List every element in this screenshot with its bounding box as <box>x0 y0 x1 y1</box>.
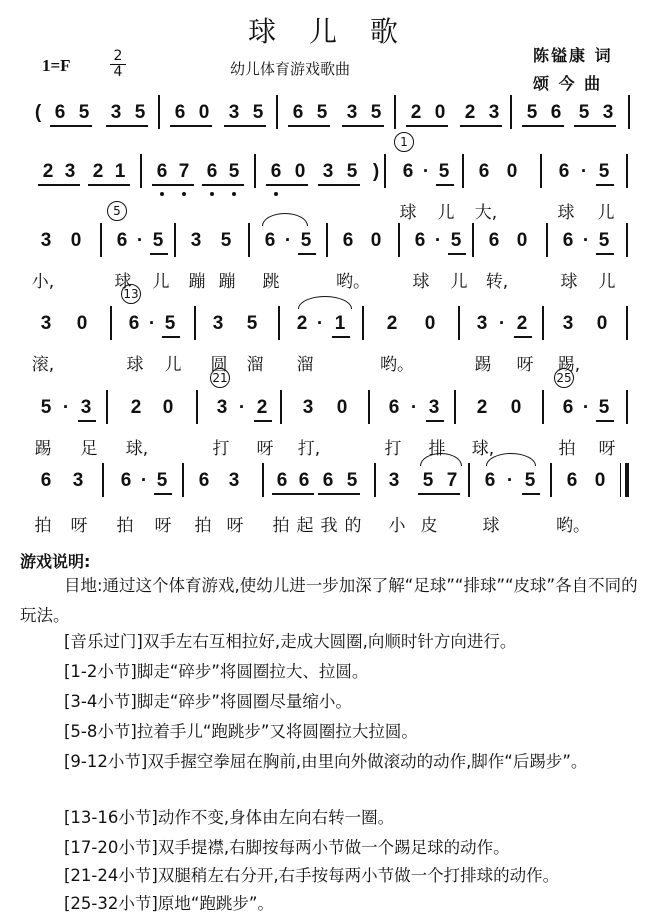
lyric: 转, <box>485 272 509 292</box>
note: 2 <box>516 313 528 334</box>
barline <box>540 154 542 188</box>
note: 6 <box>322 470 334 491</box>
beam <box>448 253 466 255</box>
note: 3 <box>228 470 240 491</box>
lyric: 打 <box>384 439 402 459</box>
lyric: 呀 <box>226 516 244 536</box>
note: 5 <box>524 470 536 491</box>
barline <box>248 223 250 257</box>
subtitle: 幼儿体育游戏歌曲 <box>230 60 351 78</box>
instruction-paragraph: [1-2小节]脚走“碎步”将圆圈拉大、拉圆。 <box>64 662 369 681</box>
beam <box>522 125 564 127</box>
lyric: 呀 <box>516 355 534 375</box>
note: 6 <box>40 470 52 491</box>
note: 5 <box>220 230 232 251</box>
barline <box>254 154 256 188</box>
note: 3 <box>428 397 440 418</box>
note: 6 <box>128 313 140 334</box>
note: 5 <box>252 102 264 123</box>
beam <box>106 125 148 127</box>
note: 3 <box>40 230 52 251</box>
note: 5 <box>152 230 164 251</box>
beam <box>318 184 360 186</box>
instruction-paragraph: [21-24小节]双腿稍左右分开,右手按每两小节做一个打排球的动作。 <box>64 866 560 885</box>
final-barline-thin <box>620 463 621 497</box>
lyric: 起 <box>296 516 314 536</box>
note: 3 <box>216 397 228 418</box>
note: 6 <box>120 470 132 491</box>
note: 5 <box>164 313 176 334</box>
lyric: 踢 <box>34 439 52 459</box>
note: 5 <box>346 161 358 182</box>
beam <box>254 420 272 422</box>
note: 0 <box>336 397 348 418</box>
note: 5 <box>228 161 240 182</box>
note: 3 <box>212 313 224 334</box>
note: 3 <box>228 102 240 123</box>
lyric: 皮 <box>420 516 438 536</box>
note: · <box>238 397 246 418</box>
barline <box>174 223 176 257</box>
barline <box>158 95 160 129</box>
note: · <box>506 470 514 491</box>
measure-number: 1 <box>394 132 414 152</box>
barline <box>374 463 376 497</box>
note: 6 <box>292 102 304 123</box>
lyric: 呀 <box>598 439 616 459</box>
beam <box>154 493 172 495</box>
note: 5 <box>346 470 358 491</box>
barline <box>626 306 628 340</box>
lyric: 打 <box>212 439 230 459</box>
beam <box>38 184 80 186</box>
note: 0 <box>162 397 174 418</box>
note: 3 <box>476 313 488 334</box>
barline <box>182 463 184 497</box>
time-denominator: 4 <box>113 64 123 80</box>
barline <box>626 154 628 188</box>
barline <box>472 223 474 257</box>
song-title: 球 儿 歌 <box>248 15 410 48</box>
lyric: 大, <box>474 203 498 223</box>
beam <box>298 253 316 255</box>
note: · <box>580 161 588 182</box>
note: · <box>582 397 590 418</box>
lyric: 踢, <box>557 355 581 375</box>
note: 3 <box>388 470 400 491</box>
note: · <box>410 397 418 418</box>
note: 6 <box>562 397 574 418</box>
note: 6 <box>116 230 128 251</box>
note: · <box>434 230 442 251</box>
time-numerator: 2 <box>113 48 123 64</box>
note: 0 <box>596 313 608 334</box>
note: 0 <box>198 102 210 123</box>
barline <box>510 95 512 129</box>
note: · <box>284 230 292 251</box>
note: ( <box>34 102 42 123</box>
lyric: 小, <box>31 272 55 292</box>
time-signature <box>110 50 126 79</box>
barline <box>262 463 264 497</box>
note: 3 <box>190 230 202 251</box>
note: 6 <box>562 230 574 251</box>
barline <box>462 154 464 188</box>
barline <box>550 463 552 497</box>
barline <box>542 390 544 424</box>
note: 3 <box>40 313 52 334</box>
beam <box>596 420 614 422</box>
instructions-heading: 游戏说明: <box>20 552 91 571</box>
note: · <box>582 230 590 251</box>
lyric: 足 <box>80 439 98 459</box>
beam <box>436 184 454 186</box>
note: 0 <box>506 161 518 182</box>
beam <box>574 125 616 127</box>
beam <box>418 493 460 495</box>
barline <box>196 390 198 424</box>
note: 2 <box>130 397 142 418</box>
lyric: 哟。 <box>336 272 370 292</box>
note: 6 <box>298 470 310 491</box>
instruction-paragraph: [3-4小节]脚走“碎步”将圆圈尽量缩小。 <box>64 692 352 711</box>
instruction-paragraph: [13-16小节]动作不变,身体由左向右转一圈。 <box>64 808 395 827</box>
note: 6 <box>388 397 400 418</box>
note: 3 <box>562 313 574 334</box>
lyric: 哟。 <box>380 355 414 375</box>
barline <box>278 306 280 340</box>
barline <box>194 306 196 340</box>
note: 5 <box>156 470 168 491</box>
note: 3 <box>302 397 314 418</box>
note: 0 <box>516 230 528 251</box>
lyric: 哟。 <box>556 516 590 536</box>
beam <box>342 125 384 127</box>
note: 6 <box>550 102 562 123</box>
note: 0 <box>370 230 382 251</box>
lyric: 球, <box>125 439 149 459</box>
lyric: 小 <box>388 516 406 536</box>
barline <box>468 463 470 497</box>
note: 6 <box>484 470 496 491</box>
beam <box>332 336 350 338</box>
composer: 颂 今 曲 <box>533 74 603 93</box>
note: 6 <box>270 161 282 182</box>
instruction-paragraph: [音乐过门]双手左右互相拉好,走成大圆圈,向顺时针方向进行。 <box>64 632 517 651</box>
beam <box>78 420 96 422</box>
beam <box>426 420 444 422</box>
credits <box>533 42 613 98</box>
lyric: 儿 <box>598 272 616 292</box>
lyric: 儿 <box>437 203 455 223</box>
beam <box>596 184 614 186</box>
barline <box>362 306 364 340</box>
lyric: 球 <box>557 203 575 223</box>
lyric: 球 <box>560 272 578 292</box>
lyric: 球 <box>482 516 500 536</box>
note: 6 <box>558 161 570 182</box>
note: · <box>62 397 70 418</box>
lyric: 儿 <box>597 203 615 223</box>
low-dot <box>274 192 278 196</box>
instruction-paragraph: [25-32小节]原地“跑跳步”。 <box>64 894 274 913</box>
barline <box>384 154 386 188</box>
note: 6 <box>342 230 354 251</box>
note: 5 <box>598 161 610 182</box>
lyric: 溜 <box>296 355 314 375</box>
beam <box>152 184 194 186</box>
lyric: 的 <box>344 516 362 536</box>
note: 5 <box>526 102 538 123</box>
slur <box>262 213 308 226</box>
note: 0 <box>424 313 436 334</box>
lyric: 球 <box>114 272 132 292</box>
note: 5 <box>40 397 52 418</box>
note: 7 <box>446 470 458 491</box>
beam <box>318 493 360 495</box>
note: 5 <box>246 313 258 334</box>
lyric: 球 <box>126 355 144 375</box>
measure-number: 5 <box>107 201 127 221</box>
note: 5 <box>316 102 328 123</box>
low-dot <box>210 192 214 196</box>
barline <box>280 390 282 424</box>
note: 5 <box>598 230 610 251</box>
note: 0 <box>70 230 82 251</box>
note: 6 <box>488 230 500 251</box>
note: 3 <box>602 102 614 123</box>
lyric: 拍 <box>558 439 576 459</box>
note: 6 <box>414 230 426 251</box>
lyric: 拍 <box>272 516 290 536</box>
barline <box>458 306 460 340</box>
note: 3 <box>322 161 334 182</box>
lyric: 拍 <box>116 516 134 536</box>
barline <box>626 390 628 424</box>
note: 0 <box>76 313 88 334</box>
note: 2 <box>296 313 308 334</box>
lyric: 滚, <box>31 355 55 375</box>
note: 5 <box>422 470 434 491</box>
barline <box>546 223 548 257</box>
note: 2 <box>92 161 104 182</box>
barline <box>140 154 142 188</box>
barline <box>394 95 396 129</box>
beam <box>272 493 314 495</box>
lyric: 呀 <box>154 516 172 536</box>
lyric: 溜 <box>246 355 264 375</box>
note: 6 <box>198 470 210 491</box>
lyric: 蹦 <box>188 272 206 292</box>
barline <box>276 95 278 129</box>
instruction-paragraph: 目地:通过这个体育游戏,使幼儿进一步加深了解“足球”“排球”“皮球”各自不同的玩法。 <box>20 576 638 625</box>
note: 1 <box>334 313 346 334</box>
note: 5 <box>578 102 590 123</box>
barline <box>368 390 370 424</box>
low-dot <box>160 192 164 196</box>
lyric: 呀 <box>256 439 274 459</box>
note: · <box>422 161 430 182</box>
barline <box>106 390 108 424</box>
lyric: 我 <box>320 516 338 536</box>
barline <box>542 306 544 340</box>
barline <box>628 95 630 129</box>
note: 0 <box>294 161 306 182</box>
note: 2 <box>42 161 54 182</box>
note: · <box>316 313 324 334</box>
note: · <box>140 470 148 491</box>
note: 5 <box>134 102 146 123</box>
note: 1 <box>114 161 126 182</box>
beam <box>596 253 614 255</box>
note: 0 <box>434 102 446 123</box>
note: 3 <box>110 102 122 123</box>
lyric: 蹦 <box>218 272 236 292</box>
note: 2 <box>476 397 488 418</box>
measure-number: 13 <box>121 284 141 304</box>
beam <box>88 184 130 186</box>
note: 5 <box>300 230 312 251</box>
note: 5 <box>438 161 450 182</box>
lyric: 球 <box>412 272 430 292</box>
lyric: 呀 <box>70 516 88 536</box>
note: 3 <box>346 102 358 123</box>
note: 3 <box>488 102 500 123</box>
lyric: 排 <box>428 439 446 459</box>
note: 2 <box>386 313 398 334</box>
lyric: 打, <box>297 439 321 459</box>
note: 6 <box>54 102 66 123</box>
lyric: 跳 <box>262 272 280 292</box>
note: 5 <box>78 102 90 123</box>
instruction-paragraph: [5-8小节]拉着手儿“跑跳步”又将圆圈拉大拉圆。 <box>64 722 418 741</box>
note: 6 <box>206 161 218 182</box>
note: · <box>136 230 144 251</box>
lyric: 球 <box>399 203 417 223</box>
note: 3 <box>64 161 76 182</box>
note: 2 <box>256 397 268 418</box>
note: · <box>498 313 506 334</box>
key-signature: 1=F <box>42 56 71 75</box>
lyric: 儿 <box>450 272 468 292</box>
lyric: 儿 <box>164 355 182 375</box>
beam <box>150 253 168 255</box>
note: 5 <box>450 230 462 251</box>
barline <box>326 223 328 257</box>
beam <box>514 336 532 338</box>
beam <box>224 125 266 127</box>
barline <box>100 223 102 257</box>
instruction-paragraph: [9-12小节]双手握空拳屈在胸前,由里向外做滚动的动作,脚作“后踢步”。 <box>64 752 588 771</box>
lyric: 拍 <box>34 516 52 536</box>
note: 6 <box>566 470 578 491</box>
beam <box>460 125 502 127</box>
beam <box>522 493 540 495</box>
note: 3 <box>72 470 84 491</box>
lyric: 拍 <box>194 516 212 536</box>
measure-number: 25 <box>554 368 574 388</box>
barline <box>454 390 456 424</box>
beam <box>162 336 180 338</box>
final-barline-thick <box>625 463 629 497</box>
note: 0 <box>510 397 522 418</box>
note: 0 <box>594 470 606 491</box>
note: 6 <box>156 161 168 182</box>
lyric: 球, <box>471 439 495 459</box>
note: 2 <box>464 102 476 123</box>
beam <box>266 184 308 186</box>
lyric: 踢 <box>474 355 492 375</box>
beam <box>50 125 92 127</box>
lyricist: 陈镒康 词 <box>533 46 613 65</box>
low-dot <box>232 192 236 196</box>
measure-number: 21 <box>210 368 230 388</box>
beam <box>288 125 330 127</box>
slur <box>298 296 352 309</box>
note: 2 <box>410 102 422 123</box>
note: ) <box>372 161 380 182</box>
barline <box>626 223 628 257</box>
barline <box>110 306 112 340</box>
beam <box>202 184 244 186</box>
note: 6 <box>264 230 276 251</box>
note: 6 <box>402 161 414 182</box>
note: · <box>148 313 156 334</box>
lyric: 儿 <box>152 272 170 292</box>
note: 6 <box>276 470 288 491</box>
note: 5 <box>598 397 610 418</box>
lyric: 圆 <box>210 355 228 375</box>
beam <box>170 125 212 127</box>
note: 3 <box>80 397 92 418</box>
note: 5 <box>370 102 382 123</box>
barline <box>102 463 104 497</box>
note: 6 <box>174 102 186 123</box>
note: 6 <box>478 161 490 182</box>
beam <box>406 125 448 127</box>
barline <box>398 223 400 257</box>
instruction-paragraph: [17-20小节]双手提襟,右脚按每两小节做一个踢足球的动作。 <box>64 838 510 857</box>
low-dot <box>182 192 186 196</box>
note: 7 <box>178 161 190 182</box>
